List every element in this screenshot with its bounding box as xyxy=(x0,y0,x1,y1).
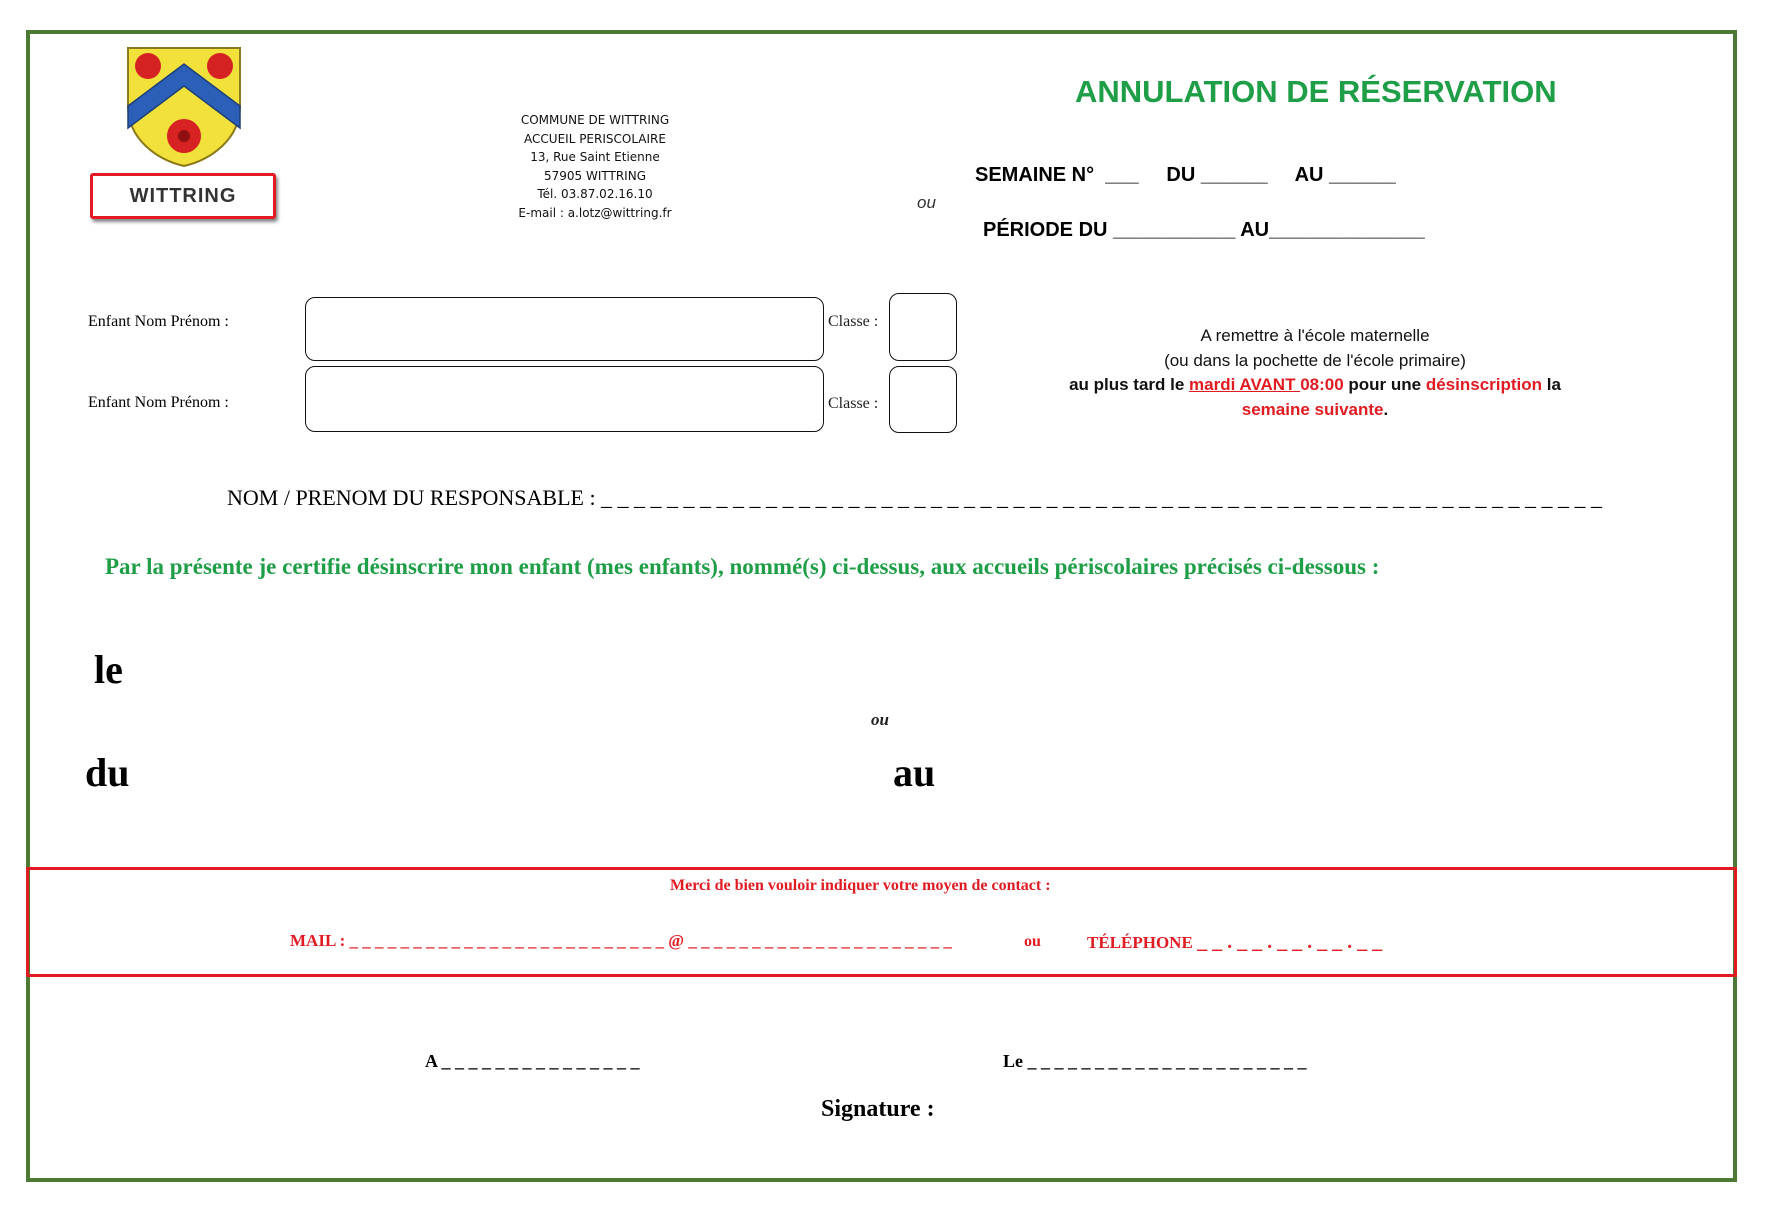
mail-field[interactable]: MAIL : _ _ _ _ _ _ _ _ _ _ _ _ _ _ _ _ _ _ _ _ _ _ _ _ _ @ _ _ _ _ _ _ _ _ _ _ _ _ _ _ _ _ _ _ _ _ _ xyxy=(290,931,952,950)
notice-line: A remettre à l'école maternelle xyxy=(1200,326,1430,345)
date-au-label: au xyxy=(893,750,936,795)
deadline-text: mardi AVANT xyxy=(1189,375,1301,394)
phone-blanks: _ _ . _ _ . _ _ . _ _ . _ _ xyxy=(1197,931,1383,953)
child-name-field[interactable] xyxy=(305,297,824,361)
notice-text: . xyxy=(1383,399,1389,419)
week-field[interactable]: SEMAINE N° ___ DU ______ AU ______ xyxy=(975,164,1396,186)
child-name-label: Enfant Nom Prénom : xyxy=(88,313,229,330)
notice-line: (ou dans la pochette de l'école primaire) xyxy=(1164,350,1466,370)
date-field[interactable]: Le _ _ _ _ _ _ _ _ _ _ _ _ _ _ _ _ _ _ _ _ _ xyxy=(1003,1051,1307,1071)
class-label: Classe : xyxy=(828,313,879,330)
address-line: COMMUNE DE WITTRING xyxy=(520,113,670,127)
submission-notice xyxy=(1020,324,1610,422)
address-line: ACCUEIL PERISCOLAIRE xyxy=(524,131,666,146)
address-block xyxy=(500,111,690,222)
or-label: ou xyxy=(917,193,936,212)
period-field[interactable]: PÉRIODE DU ___________ AU______________ xyxy=(983,219,1425,241)
page-frame xyxy=(26,30,1737,1182)
child-name-field[interactable] xyxy=(305,366,824,432)
notice-text: pour une xyxy=(1343,375,1426,394)
or-label: ou xyxy=(871,710,889,729)
notice-text: au plus tard le xyxy=(1069,375,1190,394)
class-field[interactable] xyxy=(889,293,957,361)
child-name-label: Enfant Nom Prénom : xyxy=(88,394,229,411)
class-field[interactable] xyxy=(889,366,957,433)
notice-line xyxy=(1020,398,1610,423)
notice-line xyxy=(1020,373,1610,398)
or-label: ou xyxy=(1024,933,1041,950)
deregistration-text: désinscription xyxy=(1425,375,1543,394)
phone-field[interactable] xyxy=(1087,931,1382,954)
guardian-name-field[interactable]: NOM / PRENOM DU RESPONSABLE : _ _ _ _ _ _ _ _ _ _ _ _ _ _ _ _ _ _ _ _ _ _ _ _ _ _ _ _ _ _ _ _ _ _ _ _ _ _ _ _ _ _ _ _ _ _ _ _ _ _ _ _ _ _ _ _ _ _ _ _ _ xyxy=(227,485,1603,510)
phone-label: TÉLÉPHONE xyxy=(1087,933,1198,952)
notice-text: la xyxy=(1542,375,1561,394)
address-line: 13, Rue Saint Etienne xyxy=(530,150,660,164)
signature-label: Signature : xyxy=(821,1096,935,1122)
place-field[interactable]: A _ _ _ _ _ _ _ _ _ _ _ _ _ _ _ xyxy=(425,1051,640,1071)
date-le-label: le xyxy=(94,647,123,692)
address-line: Tél. 03.87.02.16.10 xyxy=(537,187,653,201)
address-line: E-mail : a.lotz@wittring.fr xyxy=(518,205,672,220)
contact-title: Merci de bien vouloir indiquer votre moyen de contact : xyxy=(670,877,1051,894)
coat-of-arms-logo xyxy=(124,44,244,168)
certification-statement: Par la présente je certifie désinscrire mon enfant (mes enfants), nommé(s) ci-dessus, aux accueils périscolaires précisés ci-dessous : xyxy=(105,554,1380,579)
deadline-time: 08:00 xyxy=(1300,375,1344,394)
date-du-label: du xyxy=(85,750,130,795)
class-label: Classe : xyxy=(828,395,879,412)
municipality-sign: WITTRING xyxy=(90,173,276,219)
form-title: ANNULATION DE RÉSERVATION xyxy=(1075,74,1557,109)
following-week-text: semaine suivante xyxy=(1241,399,1384,419)
address-line: 57905 WITTRING xyxy=(544,168,646,183)
